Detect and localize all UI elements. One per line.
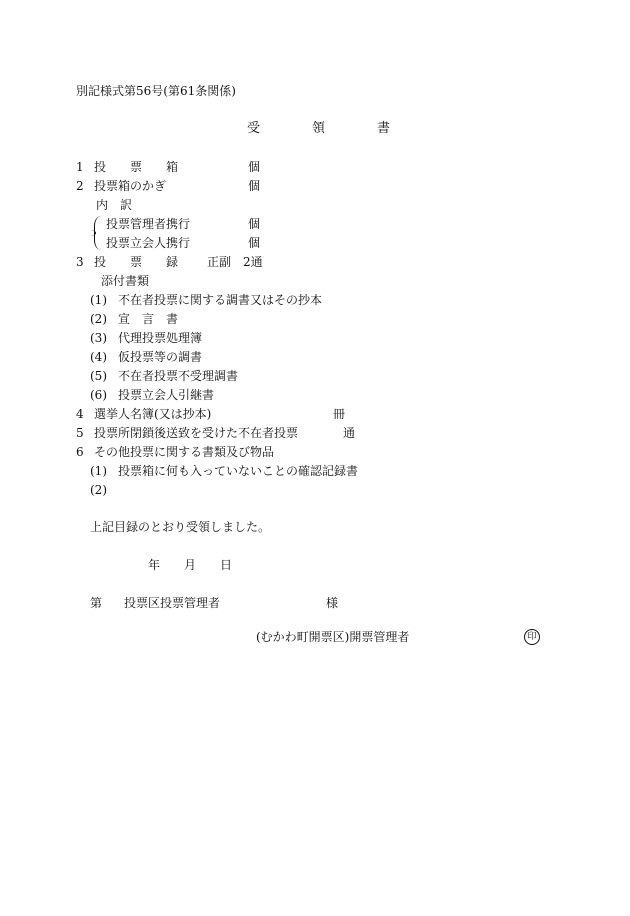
item-2-unit: 個	[248, 179, 261, 193]
item-2-sub-1-unit: 個	[248, 217, 261, 231]
attachment-3-number: (3)	[90, 331, 107, 345]
attachment-5-label: 不在者投票不受理調書	[118, 369, 239, 383]
item-2-sub-2-unit: 個	[248, 236, 261, 250]
attachment-2-label: 宣 言 書	[118, 312, 179, 326]
recipient-prefix: 第	[90, 596, 103, 610]
item-2-sub-2-label: 投票立会人携行	[106, 236, 191, 250]
receipt-statement: 上記目録のとおり受領しました。	[90, 520, 271, 534]
recipient-role: 投票区投票管理者	[124, 596, 221, 610]
date-day-label: 日	[220, 558, 233, 572]
item-6-sub-1-number: (1)	[90, 464, 107, 478]
attachment-2-number: (2)	[90, 312, 107, 326]
attachment-1-number: (1)	[90, 293, 107, 307]
item-3-number: 3	[76, 255, 84, 269]
item-5-label: 投票所閉鎖後送致を受けた不在者投票	[94, 426, 299, 440]
item-3-attachments-heading: 添付書類	[101, 274, 150, 288]
item-3-label: 投 票 録	[94, 255, 179, 269]
attachment-4-number: (4)	[90, 350, 107, 364]
attachment-1-label: 不在者投票に関する調書又はその抄本	[118, 293, 323, 307]
item-6-number: 6	[76, 445, 84, 459]
attachment-6-label: 投票立会人引継書	[118, 388, 215, 402]
sender-title: (むかわ町開票区)開票管理者	[256, 630, 410, 644]
item-6-sub-1-label: 投票箱に何も入っていないことの確認記録書	[118, 464, 359, 478]
item-1-label: 投 票 箱	[94, 160, 179, 174]
item-1-unit: 個	[248, 160, 261, 174]
form-number-header: 別記様式第56号(第61条関係)	[76, 84, 236, 98]
item-2-number: 2	[76, 179, 84, 193]
item-1-number: 1	[76, 160, 84, 174]
item-5-unit: 通	[343, 426, 356, 440]
seal-mark: 印	[524, 629, 540, 645]
breakdown-brace	[94, 216, 102, 250]
document-title: 受 領 書	[247, 121, 391, 136]
item-2-sub-1-label: 投票管理者携行	[106, 217, 191, 231]
attachment-3-label: 代理投票処理簿	[118, 331, 203, 345]
date-month-label: 月	[184, 558, 197, 572]
item-4-label: 選挙人名簿(又は抄本)	[94, 407, 212, 421]
attachment-5-number: (5)	[90, 369, 107, 383]
item-4-number: 4	[76, 407, 84, 421]
item-5-number: 5	[76, 426, 84, 440]
item-4-unit: 冊	[333, 407, 346, 421]
item-6-label: その他投票に関する書類及び物品	[94, 445, 275, 459]
attachment-6-number: (6)	[90, 388, 107, 402]
date-year-label: 年	[148, 558, 161, 572]
recipient-honorific: 様	[326, 596, 339, 610]
item-2-label: 投票箱のかぎ	[94, 179, 167, 193]
item-3-unit: 正副 2通	[207, 255, 263, 269]
item-2-breakdown-label: 内 訳	[96, 198, 133, 212]
item-6-sub-2-number: (2)	[90, 483, 107, 497]
attachment-4-label: 仮投票等の調書	[118, 350, 203, 364]
